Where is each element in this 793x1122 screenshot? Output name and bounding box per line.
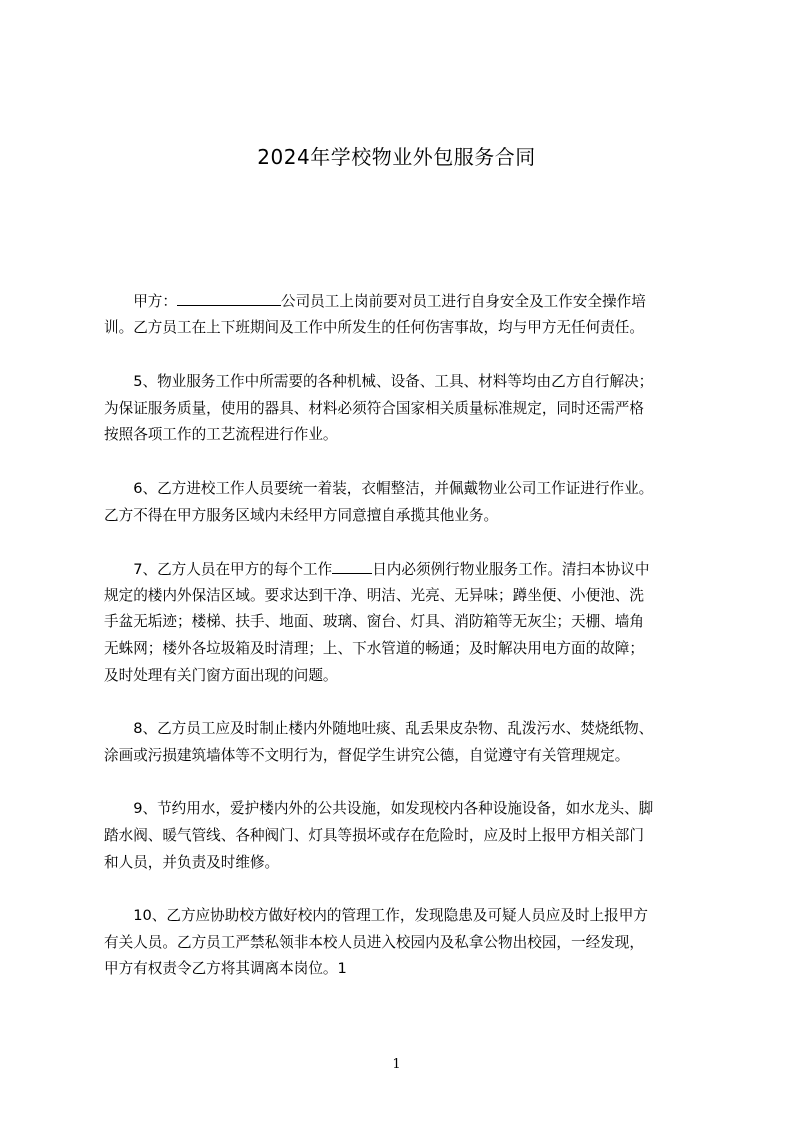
paragraph-line: 无蛛网；楼外各垃圾箱及时清理；上、下水管道的畅通；及时解决用电方面的故障； (104, 640, 644, 657)
paragraph-line: 和人员，并负责及时维修。 (104, 854, 280, 871)
paragraph-line: 为保证服务质量，使用的器具、材料必须符合国家相关质量标准规定，同时还需严格 (104, 400, 644, 417)
paragraph-line (104, 291, 714, 312)
document-title: 2024年学校物业外包服务合同 (257, 145, 536, 169)
party-a-label: 甲方： (104, 293, 177, 310)
paragraph-line: 6、乙方进校工作人员要统一着装，衣帽整洁，并佩戴物业公司工作证进行作业。 (104, 480, 654, 497)
page-number: 1 (392, 1057, 401, 1072)
paragraph-line: 有关人员。乙方员工严禁私领非本校人员进入校园内及私拿公物出校园，一经发现， (104, 934, 644, 951)
paragraph-text: 日内必须例行物业服务工作。清扫本协议中 (372, 561, 650, 578)
paragraph-line: 按照各项工作的工艺流程进行作业。 (104, 426, 338, 443)
paragraph-line (104, 559, 714, 580)
paragraph-line: 训。乙方员工在上下班期间及工作中所发生的任何伤害事故，均与甲方无任何责任。 (104, 319, 644, 336)
paragraph-line: 涂画或污损建筑墙体等不文明行为，督促学生讲究公德，自觉遵守有关管理规定。 (104, 747, 630, 764)
paragraph-line: 10、乙方应协助校方做好校内的管理工作，发现隐患及可疑人员应及时上报甲方 (104, 907, 648, 924)
paragraph-line: 及时处理有关门窗方面出现的问题。 (104, 667, 338, 684)
paragraph-text: 7、乙方人员在甲方的每个工作 (104, 561, 333, 578)
paragraph-text: 公司员工上岗前要对员工进行自身安全及工作安全操作培 (280, 293, 646, 310)
paragraph-line: 5、物业服务工作中所需要的各种机械、设备、工具、材料等均由乙方自行解决； (104, 373, 654, 390)
paragraph-line: 踏水阀、暖气管线、各种阀门、灯具等损坏或存在危险时，应及时上报甲方相关部门 (104, 827, 644, 844)
paragraph-line: 乙方不得在甲方服务区域内未经甲方同意擅自承揽其他业务。 (104, 507, 499, 524)
paragraph-line: 8、乙方员工应及时制止楼内外随地吐痰、乱丢果皮杂物、乱泼污水、焚烧纸物、 (104, 720, 654, 737)
blank-underline (177, 291, 281, 306)
paragraph-line: 9、节约用水，爱护楼内外的公共设施，如发现校内各种设施设备，如水龙头、脚 (104, 800, 654, 817)
paragraph-line: 甲方有权责令乙方将其调离本岗位。1 (104, 960, 347, 977)
paragraph-line: 规定的楼内外保洁区域。要求达到干净、明洁、光亮、无异味；蹲坐便、小便池、洗 (104, 587, 644, 604)
paragraph-line: 手盆无垢迹；楼梯、扶手、地面、玻璃、窗台、灯具、消防箱等无灰尘；天棚、墙角 (104, 613, 644, 630)
blank-underline (332, 559, 372, 574)
